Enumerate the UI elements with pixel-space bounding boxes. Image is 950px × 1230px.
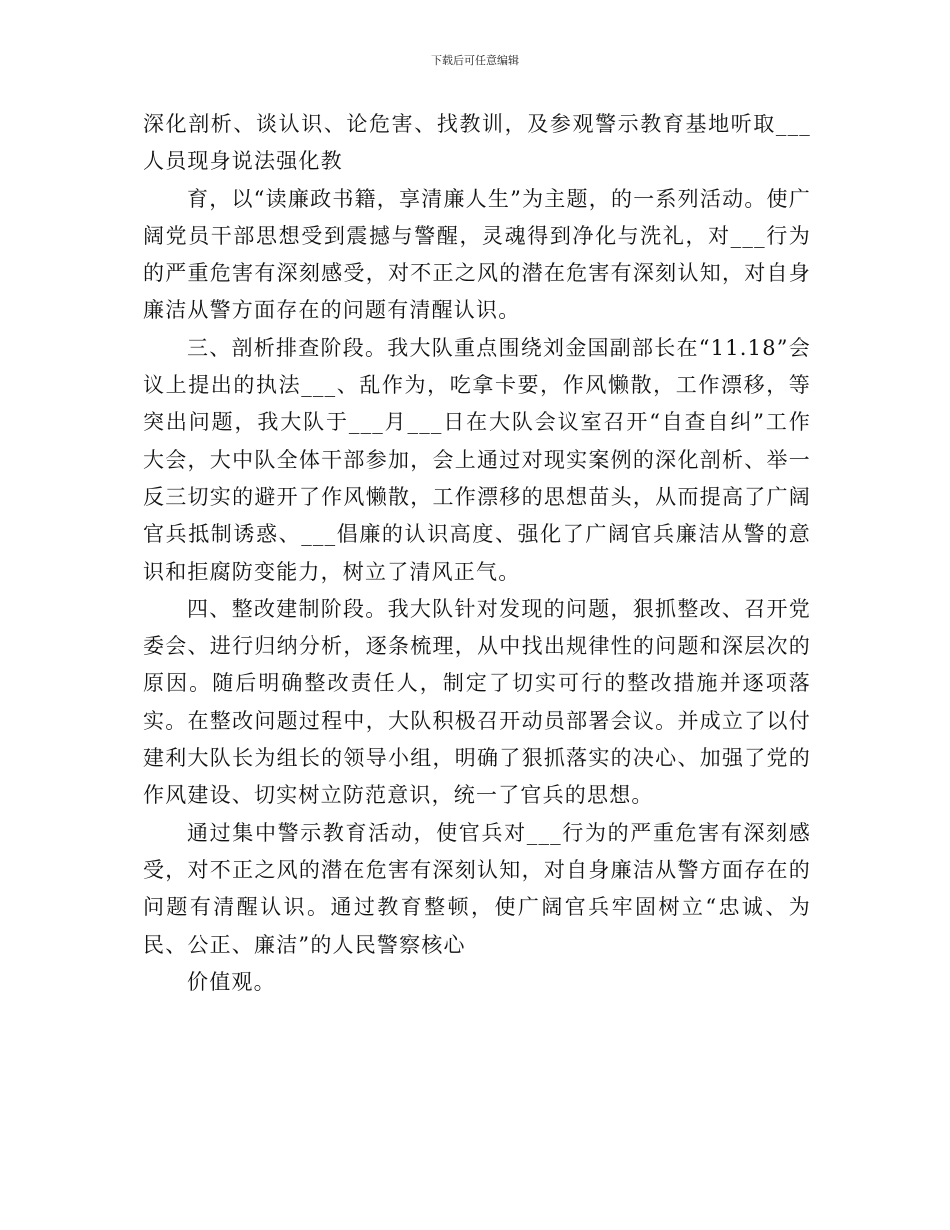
paragraph-6: 价值观。 (187, 969, 276, 994)
paragraph-4: 四、整改建制阶段。我大队针对发现的问题，狠抓整改、召开党委会、进行归纳分析，逐条梳理，从中找出规律性的问题和深层次的原因。随后明确整改责任人，制定了切实可行的整改措施并逐项落实。在整改问题过程中，大队积极召开动员部署会议。并成立了以付建利大队长为组长的领导小组，明确了狠抓落实的决心、加强了党的作风建设、切实树立防范意识，统一了官兵的思想。 (143, 596, 811, 808)
paragraph-2: 育，以“读廉政书籍，享清廉人生”为主题，的一系列活动。使广阔党员干部思想受到震撼与警醒，灵魂得到净化与洗礼，对___行为的严重危害有深刻感受，对不正之风的潜在危害有深刻认知，对自身廉洁从警方面存在的问题有清醒认识。 (143, 186, 811, 323)
paragraph-5: 通过集中警示教育活动，使官兵对___行为的严重危害有深刻感受，对不正之风的潜在危害有深刻认知，对自身廉洁从警方面存在的问题有清醒认识。通过教育整顿，使广阔官兵牢固树立“忠诚、为民、公正、廉洁”的人民警察核心 (143, 820, 811, 957)
page-header-note: 下载后可任意编辑 (431, 54, 519, 67)
paragraph-3: 三、剖析排查阶段。我大队重点围绕刘金国副部长在“11.18”会议上提出的执法___、乱作为，吃拿卡要，作风懒散，工作漂移，等突出问题，我大队于___月___日在大队会议室召开“自查自纠”工作大会，大中队全体干部参加，会上通过对现实案例的深化剖析、举一反三切实的避开了作风懒散，工作漂移的思想苗头，从而提高了广阔官兵抵制诱惑、___倡廉的认识高度、强化了广阔官兵廉洁从警的意识和拒腐防变能力，树立了清风正气。 (143, 335, 811, 584)
paragraph-1: 深化剖析、谈认识、论危害、找教训，及参观警示教育基地听取___人员现身说法强化教 (143, 112, 811, 174)
document-body (143, 106, 811, 1001)
